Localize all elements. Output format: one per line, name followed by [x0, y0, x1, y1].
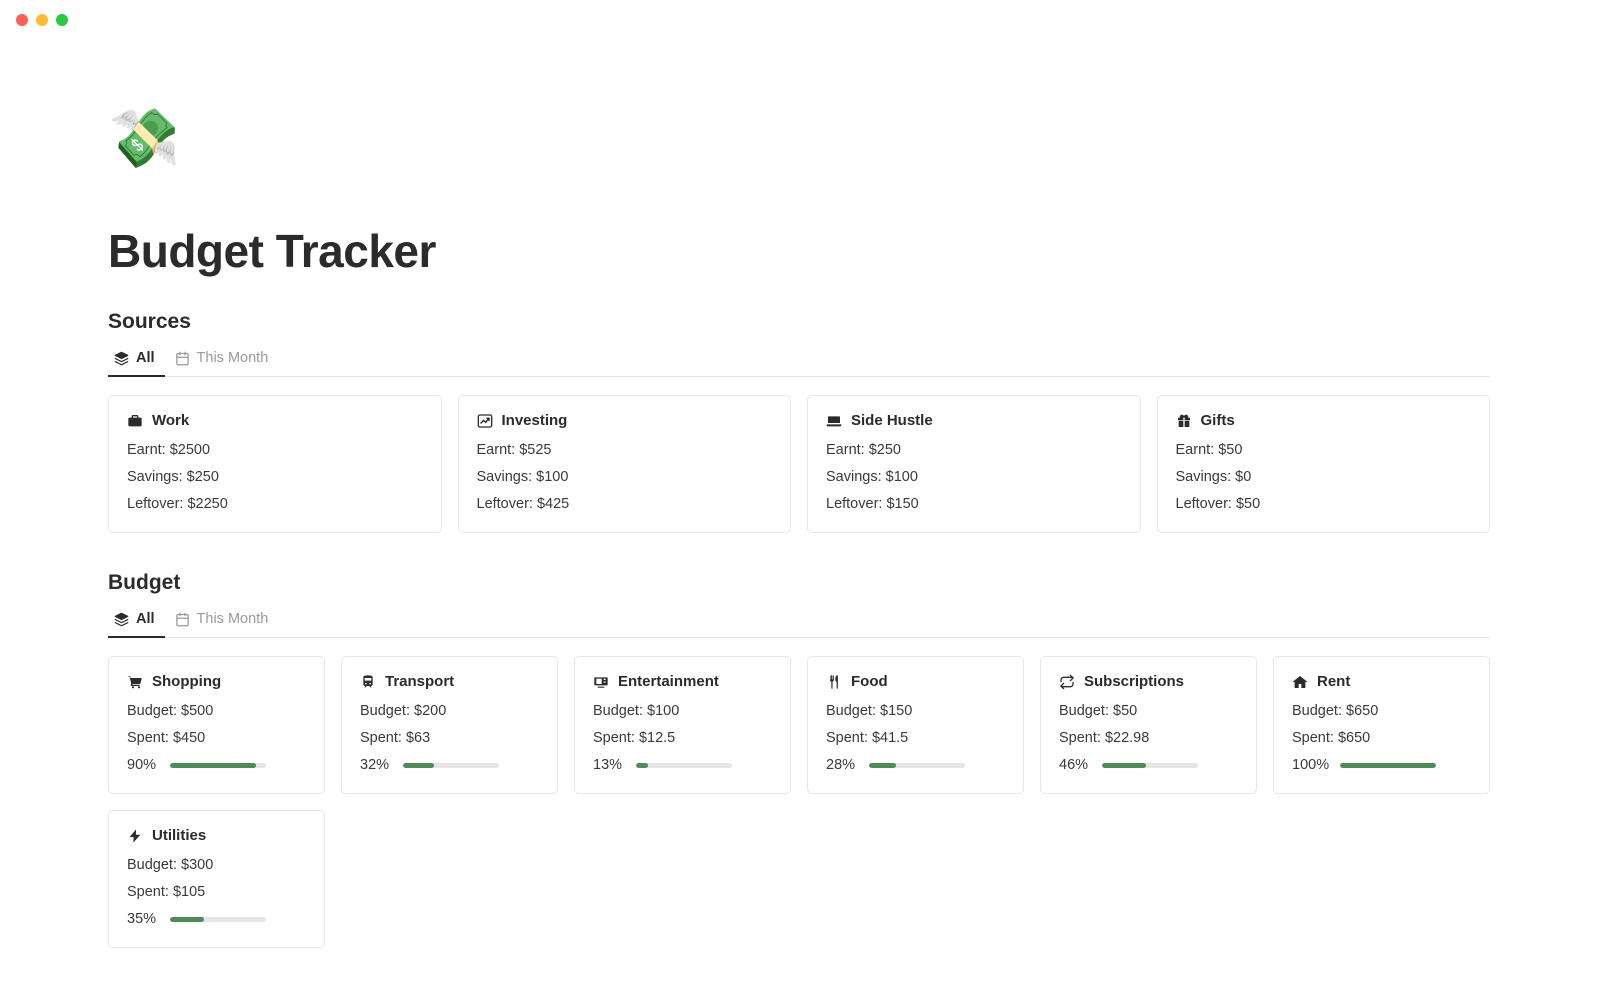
- tab-sources-all-label: All: [136, 350, 155, 366]
- budget-shopping-budget: Budget: $500: [127, 703, 214, 719]
- briefcase-icon: [127, 413, 143, 429]
- budget-card-rent-header: [1292, 673, 1471, 690]
- gift-icon: [1176, 413, 1192, 429]
- budget-subscriptions-budget: Budget: $50: [1059, 703, 1138, 719]
- budget-tabs: [108, 605, 1490, 638]
- tab-budget-all[interactable]: [108, 605, 165, 638]
- source-card-gifts-title: Gifts: [1200, 412, 1235, 429]
- budget-utilities-progress: [127, 911, 306, 927]
- budget-card-entertainment[interactable]: [574, 656, 791, 794]
- budget-card-subscriptions-title: Subscriptions: [1084, 673, 1185, 690]
- home-icon: [1292, 674, 1308, 690]
- budget-entertainment-progress: [593, 757, 772, 773]
- progress-bar: [170, 763, 266, 768]
- source-card-side-hustle[interactable]: [807, 395, 1141, 533]
- source-card-side-hustle-header: [826, 412, 1122, 429]
- tram-icon: [360, 674, 376, 690]
- budget-entertainment-pct: 13%: [593, 757, 623, 773]
- source-card-investing[interactable]: [458, 395, 792, 533]
- budget-card-transport-title: Transport: [385, 673, 455, 690]
- calendar-icon: [175, 351, 190, 366]
- cart-icon: [127, 674, 143, 690]
- budget-utilities-budget: Budget: $300: [127, 857, 214, 873]
- budget-rent-budget: Budget: $650: [1292, 703, 1379, 719]
- close-window-button[interactable]: [16, 14, 28, 26]
- tv-icon: [593, 674, 609, 690]
- source-work-leftover: Leftover: $2250: [127, 496, 228, 512]
- tab-budget-this-month[interactable]: [169, 605, 279, 638]
- source-card-investing-title: Investing: [501, 412, 568, 429]
- sources-tabs: [108, 344, 1490, 377]
- budget-entertainment-budget: Budget: $100: [593, 703, 680, 719]
- budget-entertainment-spent: Spent: $12.5: [593, 730, 676, 746]
- budget-card-utilities-header: [127, 827, 306, 844]
- budget-card-rent[interactable]: [1273, 656, 1490, 794]
- source-side-hustle-leftover: Leftover: $150: [826, 496, 919, 512]
- tab-budget-this-month-label: This Month: [196, 611, 269, 627]
- page-title: Budget Tracker: [108, 225, 436, 277]
- budget-rent-progress: [1292, 757, 1471, 773]
- window-controls: [16, 14, 68, 26]
- budget-rent-pct: 100%: [1292, 757, 1330, 773]
- source-gifts-earnt: Earnt: $50: [1175, 442, 1243, 458]
- budget-card-food[interactable]: [807, 656, 1024, 794]
- budget-food-pct: 28%: [826, 757, 856, 773]
- refresh-icon: [1059, 674, 1075, 690]
- budget-card-food-header: [826, 673, 1005, 690]
- sources-section-title: Sources: [108, 310, 191, 333]
- budget-card-rent-title: Rent: [1317, 673, 1351, 690]
- source-investing-savings: Savings: $100: [476, 469, 569, 485]
- budget-food-spent: Spent: $41.5: [826, 730, 909, 746]
- budget-transport-progress: [360, 757, 539, 773]
- minimize-window-button[interactable]: [36, 14, 48, 26]
- budget-subscriptions-pct: 46%: [1059, 757, 1089, 773]
- window-titlebar: [0, 0, 1600, 40]
- budget-utilities-spent: Spent: $105: [127, 884, 206, 900]
- budget-card-shopping-header: [127, 673, 306, 690]
- calendar-icon: [175, 612, 190, 627]
- layers-icon: [114, 351, 129, 366]
- budget-card-subscriptions-header: [1059, 673, 1238, 690]
- progress-bar: [403, 763, 499, 768]
- source-card-gifts[interactable]: [1157, 395, 1491, 533]
- sources-card-grid: [108, 395, 1490, 533]
- budget-food-progress: [826, 757, 1005, 773]
- progress-bar: [1340, 763, 1436, 768]
- budget-section-title: Budget: [108, 571, 181, 594]
- progress-bar: [170, 917, 266, 922]
- progress-bar: [1102, 763, 1198, 768]
- tab-sources-this-month-label: This Month: [196, 350, 269, 366]
- source-investing-earnt: Earnt: $525: [476, 442, 552, 458]
- source-gifts-savings: Savings: $0: [1175, 469, 1252, 485]
- source-card-gifts-header: [1176, 412, 1472, 429]
- source-work-savings: Savings: $250: [127, 469, 219, 485]
- progress-bar: [869, 763, 965, 768]
- source-card-investing-header: [477, 412, 773, 429]
- budget-subscriptions-spent: Spent: $22.98: [1059, 730, 1150, 746]
- source-investing-leftover: Leftover: $425: [476, 496, 570, 512]
- budget-card-entertainment-header: [593, 673, 772, 690]
- money-with-wings-icon: 💸: [108, 106, 181, 171]
- budget-subscriptions-progress: [1059, 757, 1238, 773]
- budget-shopping-spent: Spent: $450: [127, 730, 206, 746]
- budget-card-shopping[interactable]: [108, 656, 325, 794]
- budget-food-budget: Budget: $150: [826, 703, 913, 719]
- source-card-work-header: [127, 412, 423, 429]
- source-work-earnt: Earnt: $2500: [127, 442, 211, 458]
- source-side-hustle-savings: Savings: $100: [826, 469, 918, 485]
- cutlery-icon: [826, 674, 842, 690]
- budget-card-utilities-title: Utilities: [152, 827, 207, 844]
- budget-transport-budget: Budget: $200: [360, 703, 447, 719]
- budget-rent-spent: Spent: $650: [1292, 730, 1371, 746]
- page-content: [0, 40, 1600, 948]
- budget-card-entertainment-title: Entertainment: [618, 673, 719, 690]
- bolt-icon: [127, 828, 143, 844]
- progress-bar: [636, 763, 732, 768]
- tab-sources-all[interactable]: [108, 344, 165, 377]
- maximize-window-button[interactable]: [56, 14, 68, 26]
- budget-card-utilities[interactable]: [108, 810, 325, 948]
- source-side-hustle-earnt: Earnt: $250: [826, 442, 901, 458]
- budget-card-transport-header: [360, 673, 539, 690]
- budget-shopping-progress: [127, 757, 306, 773]
- tab-budget-all-label: All: [136, 611, 155, 627]
- budget-card-food-title: Food: [851, 673, 888, 690]
- budget-utilities-pct: 35%: [127, 911, 157, 927]
- budget-card-grid: [108, 656, 1490, 948]
- source-card-work[interactable]: [108, 395, 442, 533]
- chart-line-icon: [477, 413, 493, 429]
- laptop-icon: [826, 413, 842, 429]
- budget-card-shopping-title: Shopping: [152, 673, 222, 690]
- source-gifts-leftover: Leftover: $50: [1175, 496, 1261, 512]
- source-card-side-hustle-title: Side Hustle: [851, 412, 933, 429]
- budget-shopping-pct: 90%: [127, 757, 157, 773]
- tab-sources-this-month[interactable]: [169, 344, 279, 377]
- layers-icon: [114, 612, 129, 627]
- budget-transport-spent: Spent: $63: [360, 730, 431, 746]
- source-card-work-title: Work: [152, 412, 190, 429]
- budget-card-transport[interactable]: [341, 656, 558, 794]
- budget-transport-pct: 32%: [360, 757, 390, 773]
- budget-card-subscriptions[interactable]: [1040, 656, 1257, 794]
